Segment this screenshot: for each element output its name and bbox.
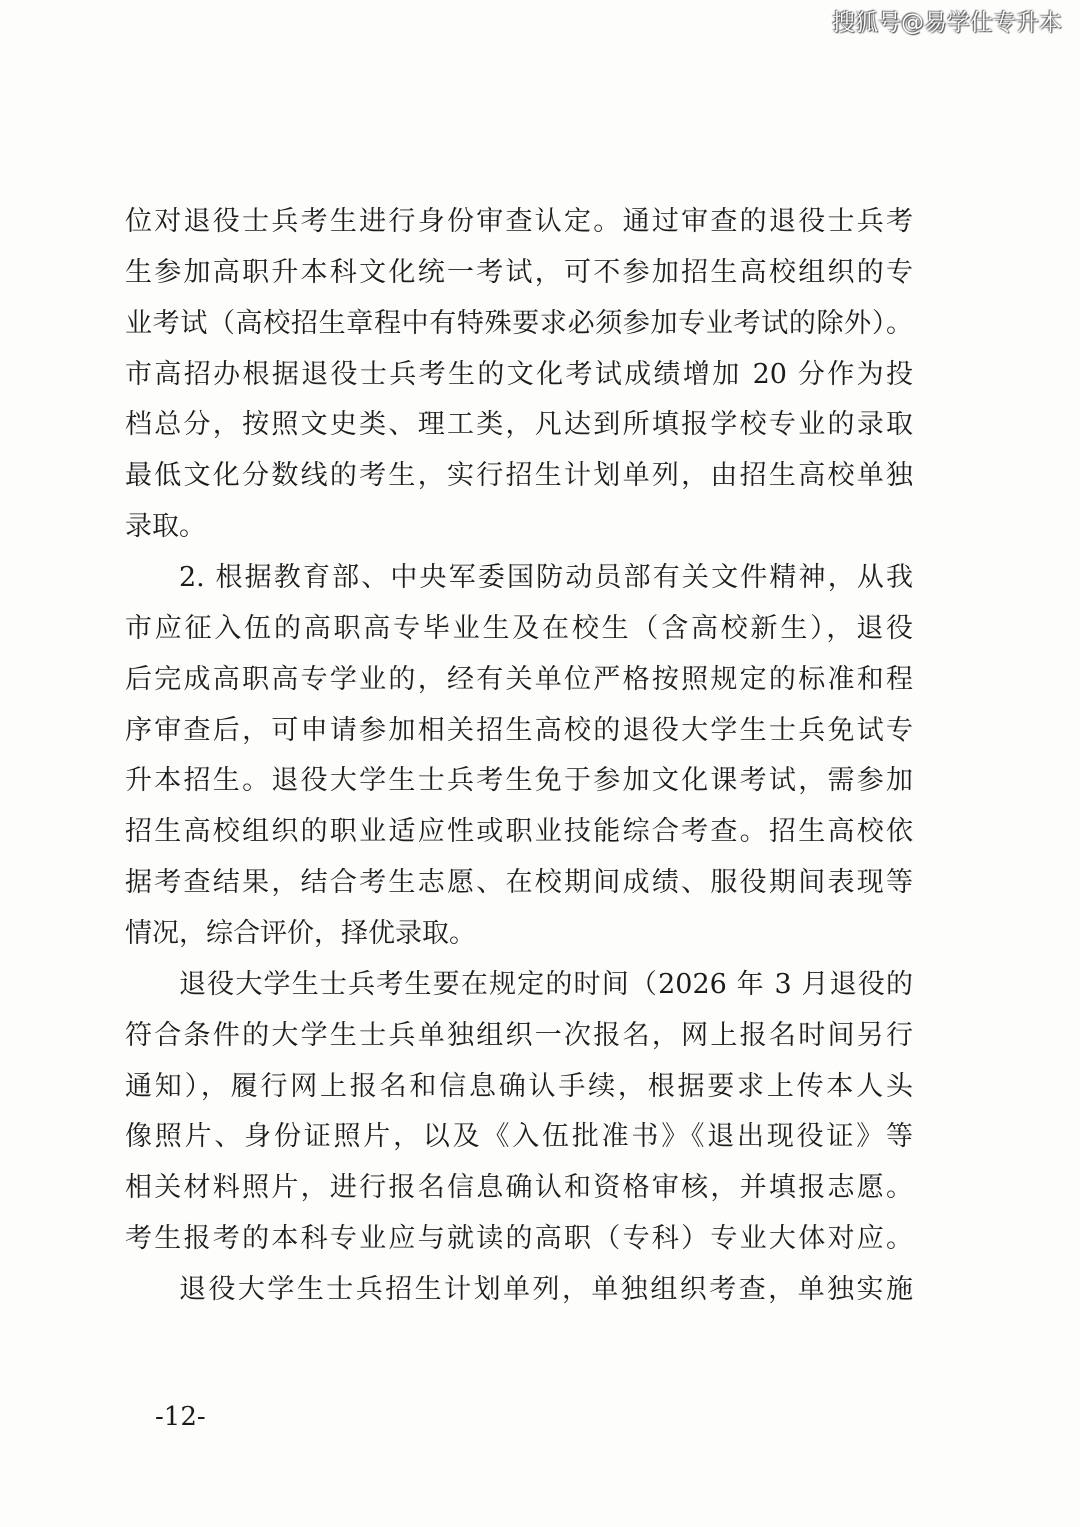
text-line: 2. 根据教育部、中央军委国防动员部有关文件精神，从我 <box>179 562 913 594</box>
text-line: 通知），履行网上报名和信息确认手续，根据要求上传本人头 <box>125 1070 913 1102</box>
text-line: 档总分，按照文史类、理工类，凡达到所填报学校专业的录取 <box>125 409 913 441</box>
text-line: 位对退役士兵考生进行身份审查认定。通过审查的退役士兵考 <box>125 206 913 237</box>
text-line: 市高招办根据退役士兵考生的文化考试成绩增加 20 分作为投 <box>125 358 913 390</box>
text-line: 后完成高职高专学业的，经有关单位严格按照规定的标准和程 <box>125 663 913 695</box>
text-line: 退役大学生士兵考生要在规定的时间（2026 年 3 月退役的 <box>179 968 913 1000</box>
page-number: -12- <box>155 1402 206 1432</box>
text-line: 像照片、身份证照片，以及《入伍批准书》《退出现役证》等 <box>125 1121 913 1153</box>
text-line: 据考查结果，结合考生志愿、在校期间成绩、服役期间表现等 <box>125 867 913 899</box>
document-body <box>125 197 913 1316</box>
text-line: 情况，综合评价，择优录取。 <box>125 918 476 950</box>
text-line: 录取。 <box>125 511 206 543</box>
text-line: 市应征入伍的高职高专毕业生及在校生（含高校新生），退役 <box>125 612 913 644</box>
text-line: 升本招生。退役大学生士兵考生免于参加文化课考试，需参加 <box>125 765 913 797</box>
paragraph <box>125 197 913 553</box>
text-line: 业考试（高校招生章程中有特殊要求必须参加专业考试的除外）。 <box>125 307 913 339</box>
watermark: 搜狐号@易学仕专升本 <box>832 10 1062 36</box>
text-line: 相关材料照片，进行报名信息确认和资格审核，并填报志愿。 <box>125 1172 913 1204</box>
text-line: 符合条件的大学生士兵单独组织一次报名，网上报名时间另行 <box>125 1019 913 1051</box>
text-line: 最低文化分数线的考生，实行招生计划单列，由招生高校单独 <box>125 460 913 492</box>
text-line: 退役大学生士兵招生计划单列，单独组织考查，单独实施 <box>179 1274 913 1306</box>
paragraph <box>125 553 913 960</box>
text-line: 生参加高职升本科文化统一考试，可不参加招生高校组织的专 <box>125 256 913 288</box>
text-line: 考生报考的本科专业应与就读的高职（专科）专业大体对应。 <box>125 1223 913 1255</box>
paragraph <box>125 1265 913 1316</box>
text-line: 序审查后，可申请参加相关招生高校的退役大学生士兵免试专 <box>125 714 913 746</box>
text-line: 招生高校组织的职业适应性或职业技能综合考查。招生高校依 <box>125 816 913 848</box>
paragraph <box>125 960 913 1265</box>
